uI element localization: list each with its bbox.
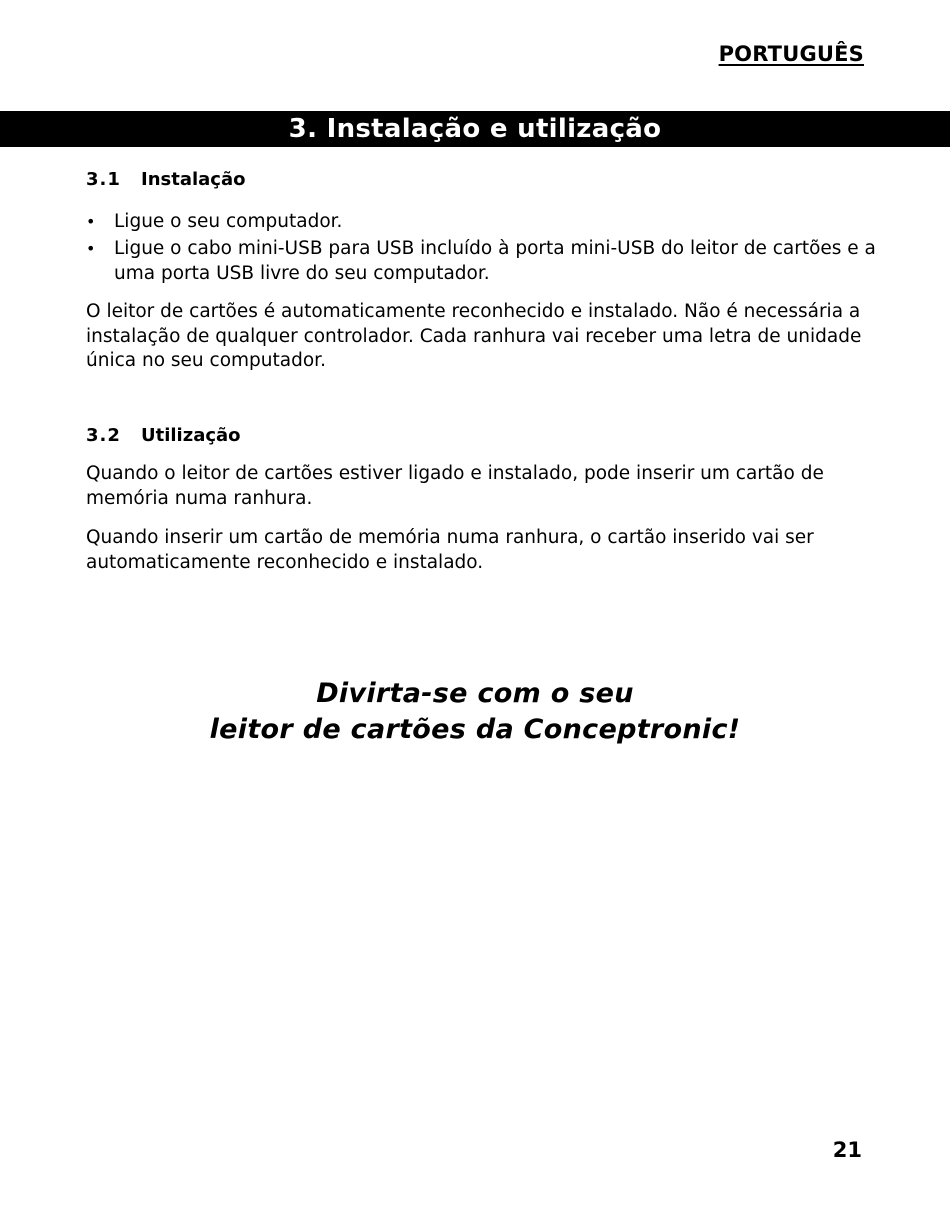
- section-heading-usage: [86, 424, 876, 449]
- language-header: PORTUGUÊS: [718, 42, 864, 66]
- chapter-title: 3. Instalação e utilização: [288, 114, 662, 144]
- main-content: [86, 168, 876, 575]
- usage-paragraph: Quando inserir um cartão de memória numa ranhura, o cartão inserido vai ser automaticamente reconhecido e instalado.: [86, 527, 814, 573]
- list-item-text: Ligue o seu computador.: [114, 210, 343, 232]
- chapter-title-bar: [0, 111, 950, 147]
- installation-steps-list: [86, 210, 876, 287]
- list-item: [86, 210, 876, 235]
- closing-line: leitor de cartões da Conceptronic!: [209, 714, 741, 745]
- section-heading-installation: [86, 168, 876, 193]
- section-title: Instalação: [141, 169, 246, 190]
- section-title: Utilização: [141, 424, 241, 446]
- list-item-text: Ligue o cabo mini-USB para USB incluído à porta mini-USB do leitor de cartões e a uma porta USB livre do seu computador.: [114, 238, 876, 284]
- section-number: 3.2: [86, 424, 121, 446]
- closing-message: [0, 676, 950, 748]
- closing-line: Divirta-se com o seu: [316, 678, 634, 709]
- section-number: 3.1: [86, 169, 121, 190]
- bullet-icon: •: [86, 239, 96, 258]
- bullet-icon: •: [86, 211, 96, 231]
- usage-paragraph: Quando o leitor de cartões estiver ligado e instalado, pode inserir um cartão de memória numa ranhura.: [86, 463, 824, 509]
- page-number: 21: [832, 1138, 862, 1162]
- list-item: [86, 237, 876, 286]
- installation-paragraph: O leitor de cartões é automaticamente reconhecido e instalado. Não é necessária a instalação de qualquer controlador. Cada ranhura vai receber uma letra de unidade única no seu computador.: [86, 301, 862, 371]
